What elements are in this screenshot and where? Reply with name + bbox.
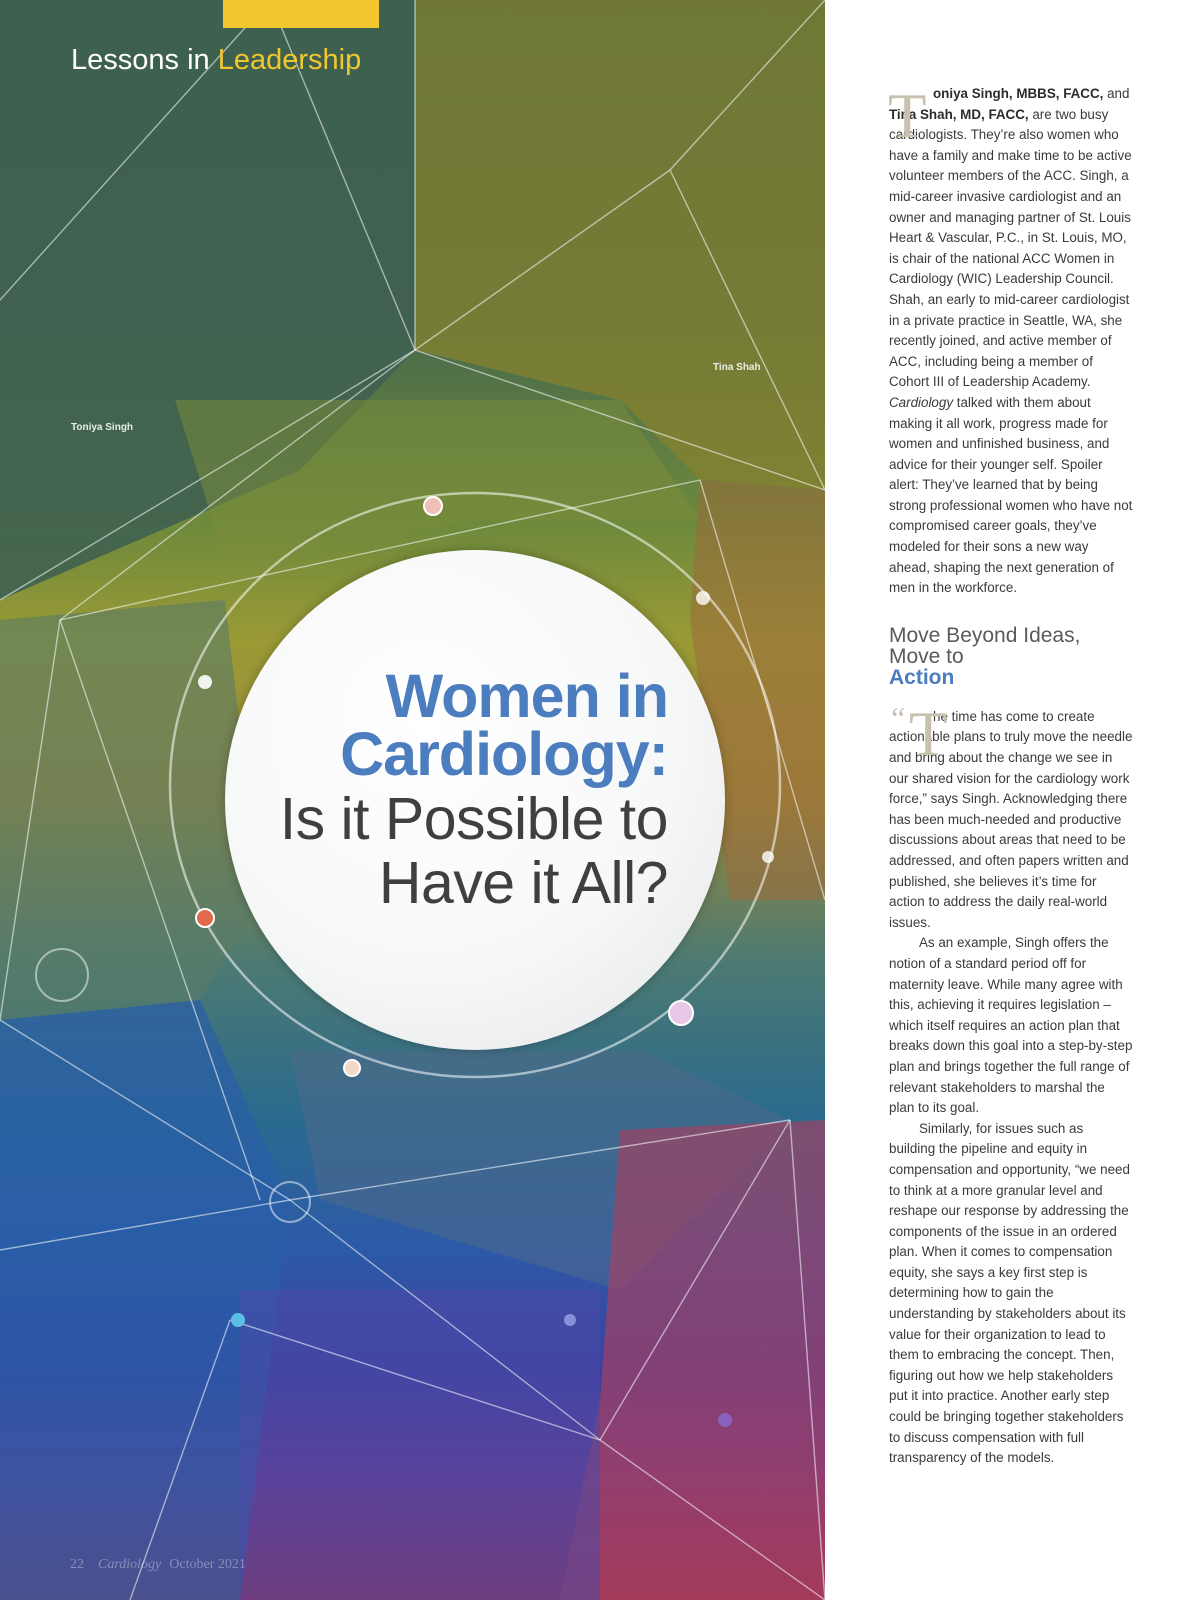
quote-mark: “	[888, 699, 906, 736]
photo-panel-violet	[240, 1290, 600, 1600]
photo-panel-stethoscope	[0, 600, 260, 1020]
drop-cap: T	[888, 81, 927, 151]
section-title: Lessons in Leadership	[71, 44, 362, 76]
subheadline-line-1: Is it Possible to	[279, 786, 668, 852]
photo-caption-singh: Toniya Singh	[71, 422, 134, 433]
drop-cap: T	[909, 698, 948, 769]
headline-line-1: Women in	[385, 662, 668, 730]
subheadline-line-2: Have it All?	[378, 850, 668, 916]
body-paragraph: “ T he time has come to create actionable plans to truly move the needle and bring about the change we see in our shared vision for the cardiology work force,” says Singh. Acknowledging there has been much-needed and productive discussions about areas that need to be addressed, and often papers written and published, she believes it’s time for action to address the daily real-world issues.	[888, 698, 1133, 930]
section-color-bar	[223, 0, 379, 28]
folio-issue: October 2021	[169, 1557, 246, 1572]
body-paragraph: As an example, Singh offers the notion of a standard period off for maternity leave. While many agree with this, achieving it requires legislation – which itself requires an action plan that breaks down this goal into a step-by-step plan and brings together the full range of relevant stakeholders to marshal the plan to its goal.	[889, 935, 1133, 1116]
page-number: 22	[70, 1557, 84, 1572]
folio-publication: Cardiology	[98, 1557, 162, 1572]
photo-caption-shah: Tina Shah	[713, 362, 761, 373]
intro-paragraph: T oniya Singh, MBBS, FACC, and Tina Shah, MD, FACC, are two busy cardiologists. They’re also women who have a family and make time to be active volunteer members of the ACC. Singh, a mid-career invasive cardiologist and an owner and managing partner of St. Louis Heart & Vascular, P.C., in St. Louis, MO, is chair of the national ACC Women in Cardiology (WIC) Leadership Council. Shah, an early to mid-career cardiologist in a private practice in Seattle, WA, she recently joined, and active member of ACC, including being a member of Cohort III of Leadership Academy. Cardiology talked with them about making it all work, progress made for women and unfinished business, and advice for their younger self. Spoiler alert: They’ve learned that by being strong professional women who have not compromised career goals, they’ve modeled for their sons a new way ahead, shaping the next generation of men in the workforce.	[888, 81, 1133, 596]
feature-headline	[279, 662, 668, 916]
headline-line-2: Cardiology:	[340, 720, 668, 788]
body-paragraph: Similarly, for issues such as building the pipeline and equity in compensation and opportunity, “we need to think at a more granular level and reshape our response by addressing the components of the issue in an ordered plan. When it comes to compensation equity, she says a key first step is determining how to gain the understanding by stakeholders about its value for their organization to lead to them to embracing the concept. Then, figuring out how we help stakeholders put it into practice. Another early step could be bringing together stakeholders to discuss compensation with full transparency of the models.	[889, 1120, 1130, 1466]
article-body	[888, 81, 1133, 1469]
photo-panel-laughing	[175, 400, 700, 560]
feature-title-badge	[225, 550, 725, 1050]
page-folio	[70, 1557, 246, 1573]
article-subhead: Move Beyond Ideas, Move to Action	[889, 623, 1081, 689]
